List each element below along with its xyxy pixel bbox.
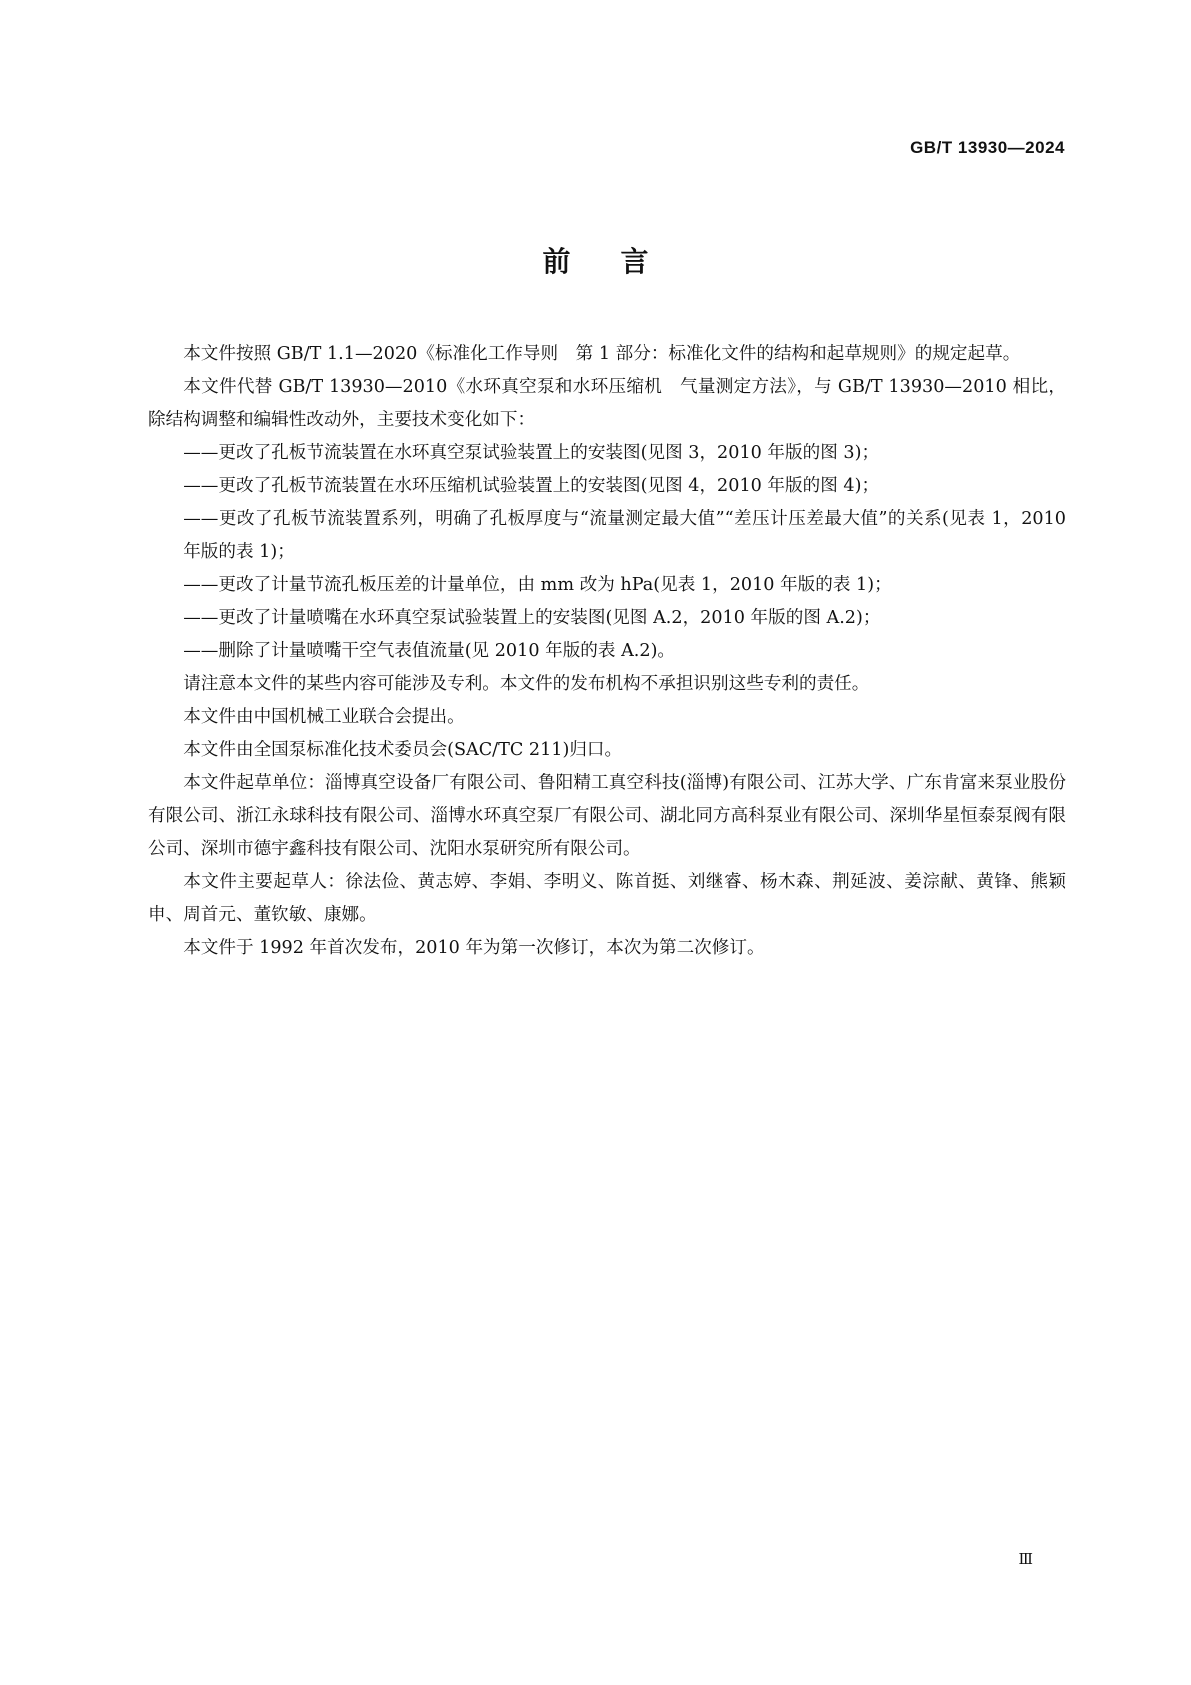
- change-item: ——更改了计量节流孔板压差的计量单位，由 mm 改为 hPa(见表 1，2010 年版的表 1)；: [183, 575, 892, 595]
- change-item: ——删除了计量喷嘴干空气表值流量(见 2010 年版的表 A.2)。: [183, 641, 676, 661]
- change-item: ——更改了孔板节流装置在水环压缩机试验装置上的安装图(见图 4，2010 年版的图 4)；: [183, 476, 880, 496]
- standard-number: GB/T 13930—2024: [910, 138, 1065, 157]
- paragraph-drafting-units: 本文件起草单位：淄博真空设备厂有限公司、鲁阳精工真空科技(淄博)有限公司、江苏大学、广东肯富来泵业股份有限公司、浙江永球科技有限公司、淄博水环真空泵厂有限公司、湖北同方高科泵业有限公司、深圳华星恒泰泵阀有限公司、深圳市德宇鑫科技有限公司、沈阳水泵研究所有限公司。: [148, 773, 1066, 859]
- document-body: [148, 338, 1066, 965]
- paragraph-drafting-rules: 本文件按照 GB/T 1.1—2020《标准化工作导则 第 1 部分：标准化文件的结构和起草规则》的规定起草。: [183, 344, 1021, 364]
- change-item: ——更改了孔板节流装置在水环真空泵试验装置上的安装图(见图 3，2010 年版的图 3)；: [183, 443, 880, 463]
- paragraph-history: 本文件于 1992 年首次发布，2010 年为第一次修订，本次为第二次修订。: [183, 938, 765, 958]
- paragraph-patent-notice: 请注意本文件的某些内容可能涉及专利。本文件的发布机构不承担识别这些专利的责任。: [183, 674, 870, 694]
- paragraph-committee: 本文件由全国泵标准化技术委员会(SAC/TC 211)归口。: [183, 740, 623, 760]
- paragraph-replaces: 本文件代替 GB/T 13930—2010《水环真空泵和水环压缩机 气量测定方法》，与 GB/T 13930—2010 相比，除结构调整和编辑性改动外，主要技术变化如下：: [148, 377, 1066, 430]
- page-number: Ⅲ: [1018, 1550, 1033, 1568]
- paragraph-drafters: 本文件主要起草人：徐法俭、黄志婷、李娟、李明义、陈首挺、刘继睿、杨木森、荆延波、姜淙献、黄锋、熊颖申、周首元、董钦敏、康娜。: [148, 872, 1066, 925]
- change-item: ——更改了孔板节流装置系列，明确了孔板厚度与“流量测定最大值”“差压计压差最大值”的关系(见表 1，2010 年版的表 1)；: [183, 509, 1066, 562]
- change-item: ——更改了计量喷嘴在水环真空泵试验装置上的安装图(见图 A.2，2010 年版的图 A.2)；: [183, 608, 881, 628]
- paragraph-proposer: 本文件由中国机械工业联合会提出。: [183, 707, 465, 727]
- page-title: 前言: [542, 245, 699, 278]
